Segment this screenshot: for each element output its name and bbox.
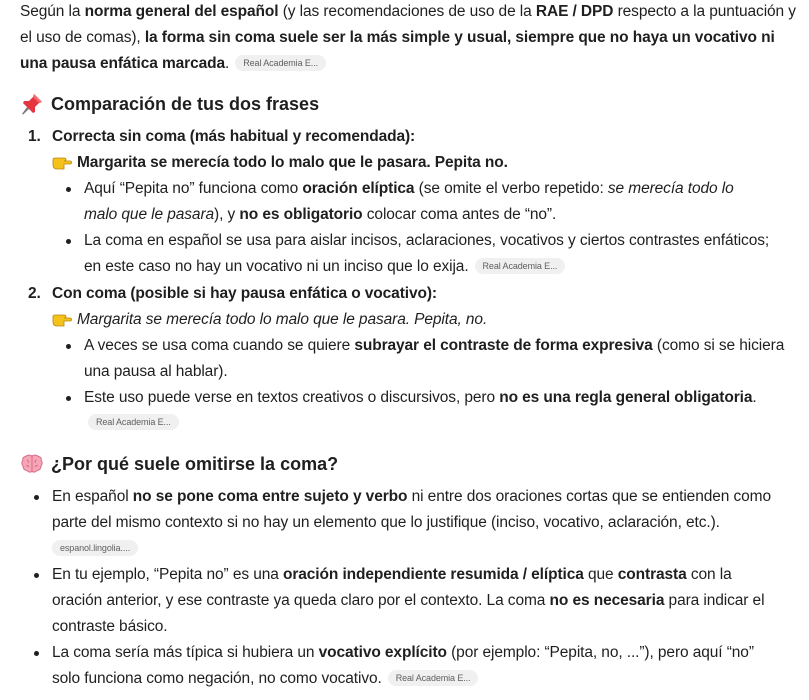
pushpin-icon: [20, 92, 44, 116]
bullet-item: A veces se usa coma cuando se quiere subrayar el contraste de forma expresiva (como si se hiciera: [84, 333, 784, 359]
intro-text-3: respecto a la puntuación y el uso de comas),: [20, 3, 796, 46]
pointing-hand-icon: [52, 311, 72, 327]
section-heading-why: [20, 451, 338, 477]
source-chip[interactable]: Real Academia E...: [475, 258, 566, 274]
item-label: Correcta sin coma (más habitual y recomendada):: [52, 128, 416, 145]
bullet-item-continuation: [84, 410, 179, 436]
bullet-item: En español no se pone coma entre sujeto y verbo ni entre dos oraciones cortas que se entienden como: [52, 484, 771, 510]
bullet-item: Aquí “Pepita no” funciona como oración elíptica (se omite el verbo repetido: se merecía todo lo: [84, 176, 734, 202]
intro-text-1: Según la: [20, 3, 85, 20]
intro-bold-3: la forma sin coma suele ser la más simple y usual, siempre que no haya un vocativo ni una pausa enfática marcada: [20, 29, 775, 72]
intro-text-2: (y las recomendaciones de uso de la: [278, 3, 536, 20]
list-number: 1.: [28, 128, 41, 145]
example-text: Margarita se merecía todo lo malo que le pasara. Pepita, no.: [77, 311, 488, 328]
bullet-item-continuation: en este caso no hay un vocativo ni un inciso que lo exija. Real Academia E...: [84, 254, 565, 280]
source-chip[interactable]: espanol.lingolia....: [52, 540, 138, 556]
item-label: Con coma (posible si hay pausa enfática o vocativo):: [52, 285, 437, 302]
example-sentence: [52, 307, 487, 333]
bullet-item: Este uso puede verse en textos creativos o discursivos, pero no es una regla general obligatoria.: [84, 385, 757, 411]
bullet-item-continuation: parte del mismo contexto si no hay un elemento que lo justifique (inciso, vocativo, aclaración, etc.).: [52, 514, 720, 531]
example-text: Margarita se merecía todo lo malo que le pasara. Pepita no.: [77, 154, 508, 171]
bullet-item-continuation: una pausa al hablar).: [84, 363, 228, 380]
bullet-item-continuation: solo funciona como negación, no como vocativo. Real Academia E...: [52, 666, 478, 692]
section-title: ¿Por qué suele omitirse la coma?: [51, 454, 339, 474]
example-sentence: [52, 150, 508, 176]
bullet-item-continuation: malo que le pasara), y no es obligatorio colocar coma antes de “no”.: [84, 206, 557, 223]
bullet-item: En tu ejemplo, “Pepita no” es una oración independiente resumida / elíptica que contrasta con la: [52, 562, 732, 588]
section-heading-comparison: [20, 91, 319, 117]
intro-paragraph: [20, 0, 800, 77]
intro-bold-2: RAE / DPD: [535, 3, 614, 20]
source-chip[interactable]: Real Academia E...: [388, 670, 479, 686]
intro-text-4: .: [225, 55, 230, 72]
bullet-item: La coma en español se usa para aislar incisos, aclaraciones, vocativos y ciertos contrastes enfáticos;: [84, 228, 769, 254]
section-title: Comparación de tus dos frases: [51, 94, 320, 114]
bullet-item-continuation: contraste básico.: [52, 618, 168, 635]
bullet-item-continuation: oración anterior, y ese contraste ya queda claro por el contexto. La coma no es necesaria para indicar el: [52, 592, 765, 609]
bullet-item-continuation: [52, 536, 138, 562]
source-chip[interactable]: Real Academia E...: [88, 414, 179, 430]
intro-bold-1: norma general del español: [84, 3, 279, 20]
source-chip[interactable]: Real Academia E...: [235, 55, 326, 71]
bullet-item: La coma sería más típica si hubiera un vocativo explícito (por ejemplo: “Pepita, no, ...”), pero aquí “no”: [52, 640, 754, 666]
list-number: 2.: [28, 285, 41, 302]
brain-icon: [20, 452, 44, 476]
pointing-hand-icon: [52, 154, 72, 170]
